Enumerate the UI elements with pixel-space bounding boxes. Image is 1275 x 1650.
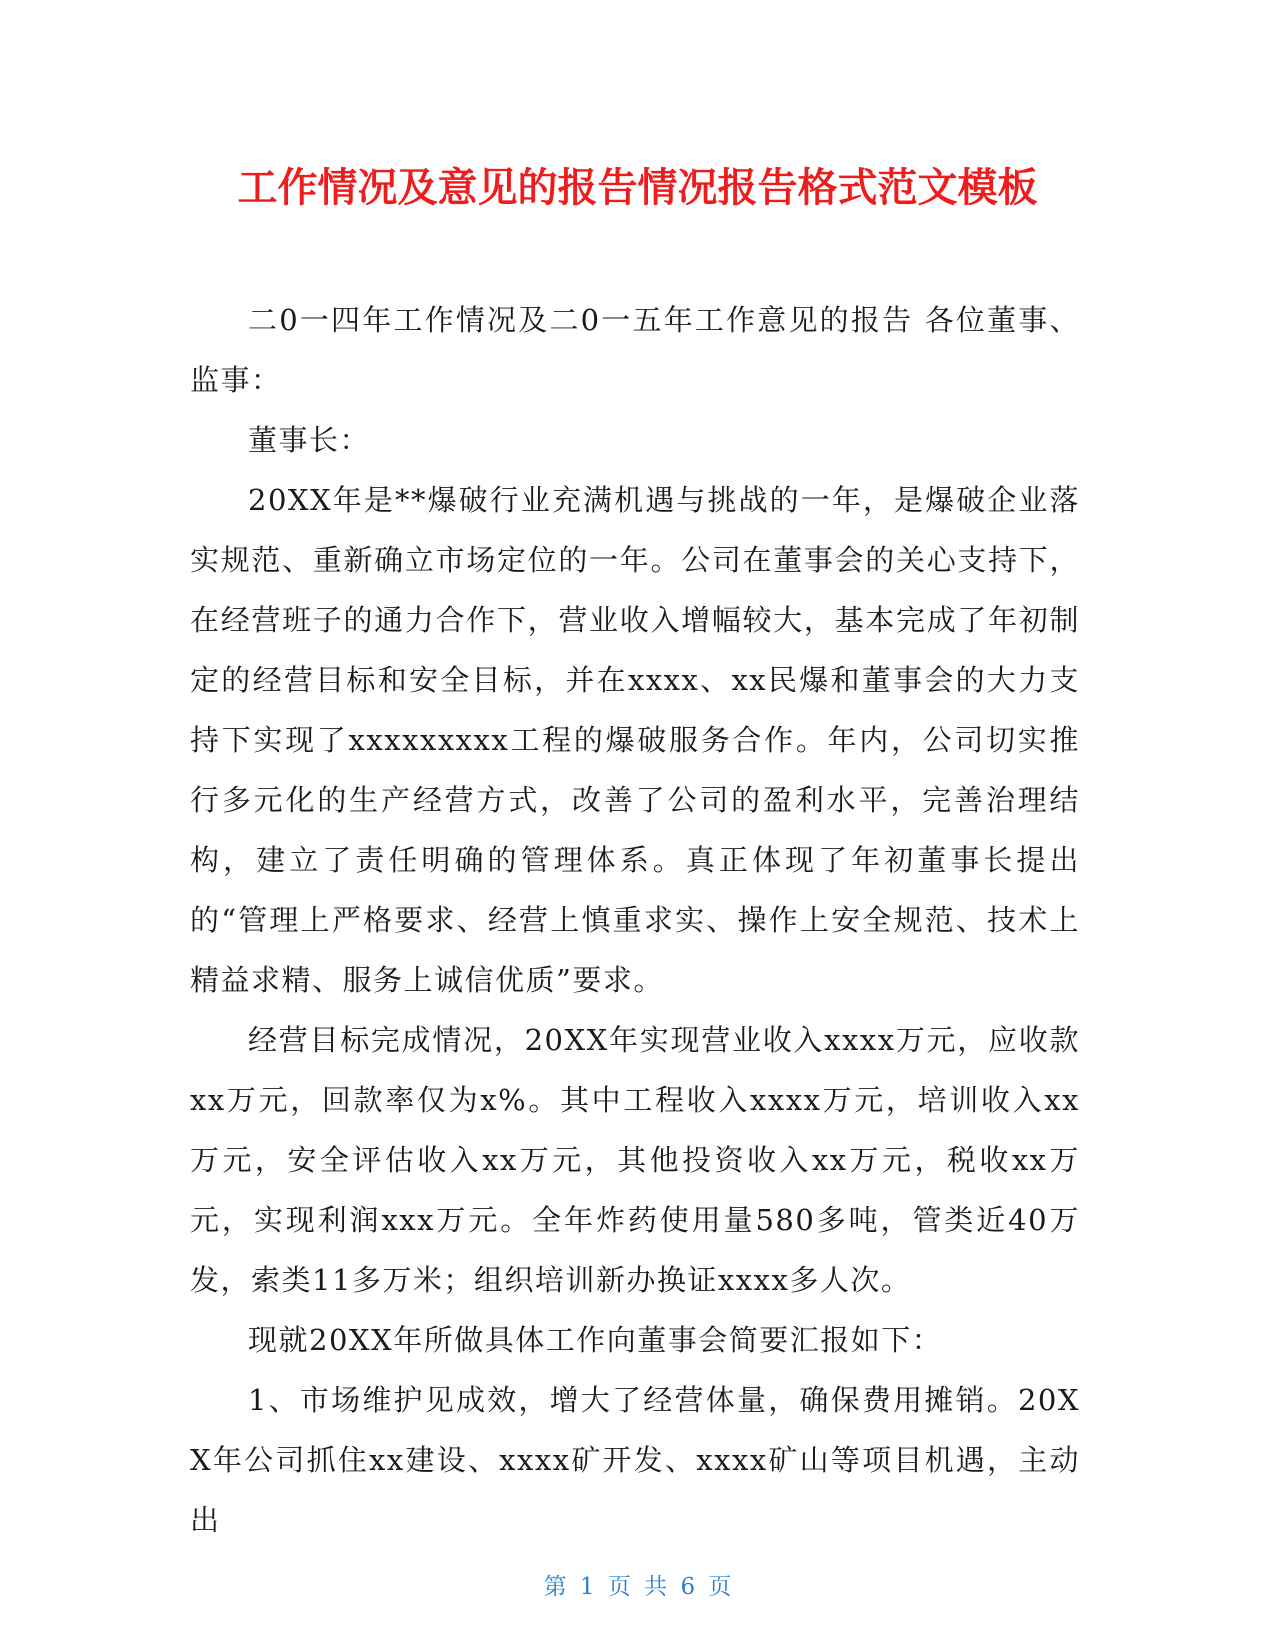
paragraph-chairman: 董事长：: [248, 423, 371, 457]
paragraph-item-1: 1、市场维护见成效，增大了经营体量，确保费用摊销。20XX年公司抓住xx建设、xxxx矿开发、xxxx矿山等项目机遇，主动出: [190, 1383, 1080, 1537]
document-title: 工作情况及意见的报告情况报告格式范文模板: [237, 165, 1038, 211]
page-number-footer: 第 1 页 共 6 页: [543, 1574, 732, 1600]
paragraph-overview: 20XX年是**爆破行业充满机遇与挑战的一年，是爆破企业落实规范、重新确立市场定位的一年。公司在董事会的关心支持下，在经营班子的通力合作下，营业收入增幅较大，基本完成了年初制定的经营目标和安全目标，并在xxxx、xx民爆和董事会的大力支持下实现了xxxxxxxxx工程的爆破服务合作。年内，公司切实推行多元化的生产经营方式，改善了公司的盈利水平，完善治理结构，建立了责任明确的管理体系。真正体现了年初董事长提出的“管理上严格要求、经营上慎重求实、操作上安全规范、技术上精益求精、服务上诚信优质”要求。: [190, 483, 1080, 997]
paragraph-targets: 经营目标完成情况，20XX年实现营业收入xxxx万元，应收款xx万元，回款率仅为x%。其中工程收入xxxx万元，培训收入xx万元，安全评估收入xx万元，其他投资收入xx万元，税收xx万元，实现利润xxx万元。全年炸药使用量580多吨，管类近40万发，索类11多万米；组织培训新办换证xxxx多人次。: [190, 1023, 1080, 1297]
document-body: [190, 290, 1080, 1550]
paragraph-salutation: 二0一四年工作情况及二0一五年工作意见的报告 各位董事、监事：: [190, 303, 1080, 397]
paragraph-intro: 现就20XX年所做具体工作向董事会简要汇报如下：: [248, 1323, 943, 1357]
